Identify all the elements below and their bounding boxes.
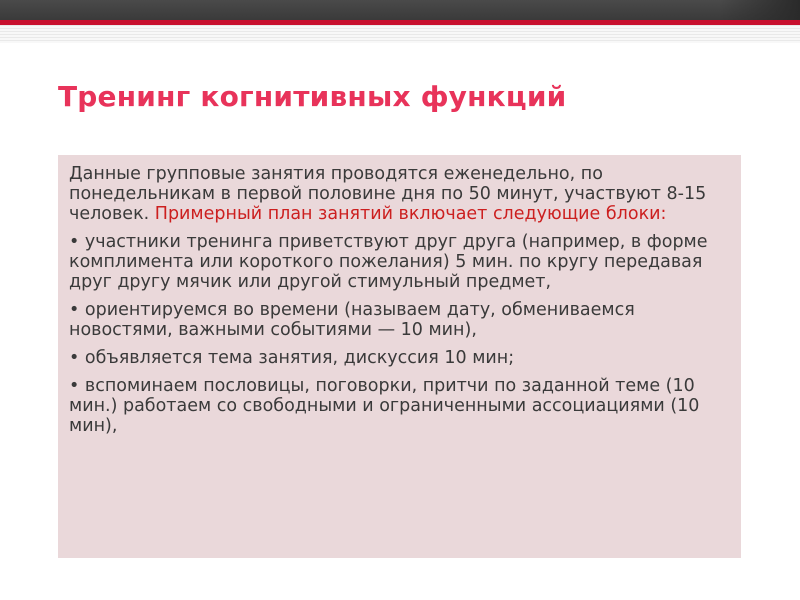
bullet-item-greeting: • участники тренинга приветствуют друг друга (например, в форме комплимента или короткого пожелания) 5 мин. по кругу передавая друг другу мячик или другой стимульный предмет, [69, 232, 708, 292]
intro-highlight: Примерный план занятий включает следующие блоки: [154, 204, 667, 224]
intro-paragraph [69, 164, 729, 224]
top-dark-bar [0, 0, 800, 20]
intro-text: Данные групповые занятия проводятся еженедельно, по понедельникам в первой половине дня по 50 минут, участвуют 8-15 человек. [69, 164, 707, 224]
content-box [58, 155, 741, 558]
bullet-item-time-orientation: • ориентируемся во времени (называем дату, обмениваемся новостями, важными событиями — 10 мин), [69, 300, 635, 340]
slide-title: Тренинг когнитивных функций [58, 80, 567, 113]
bullet-item-topic: • объявляется тема занятия, дискуссия 10 мин; [69, 348, 515, 368]
bullet-item-proverbs: • вспоминаем пословицы, поговорки, притчи по заданной теме (10 мин.) работаем со свободными и ограниченными ассоциациями (10 мин), [69, 376, 700, 436]
top-striped-band [0, 25, 800, 43]
